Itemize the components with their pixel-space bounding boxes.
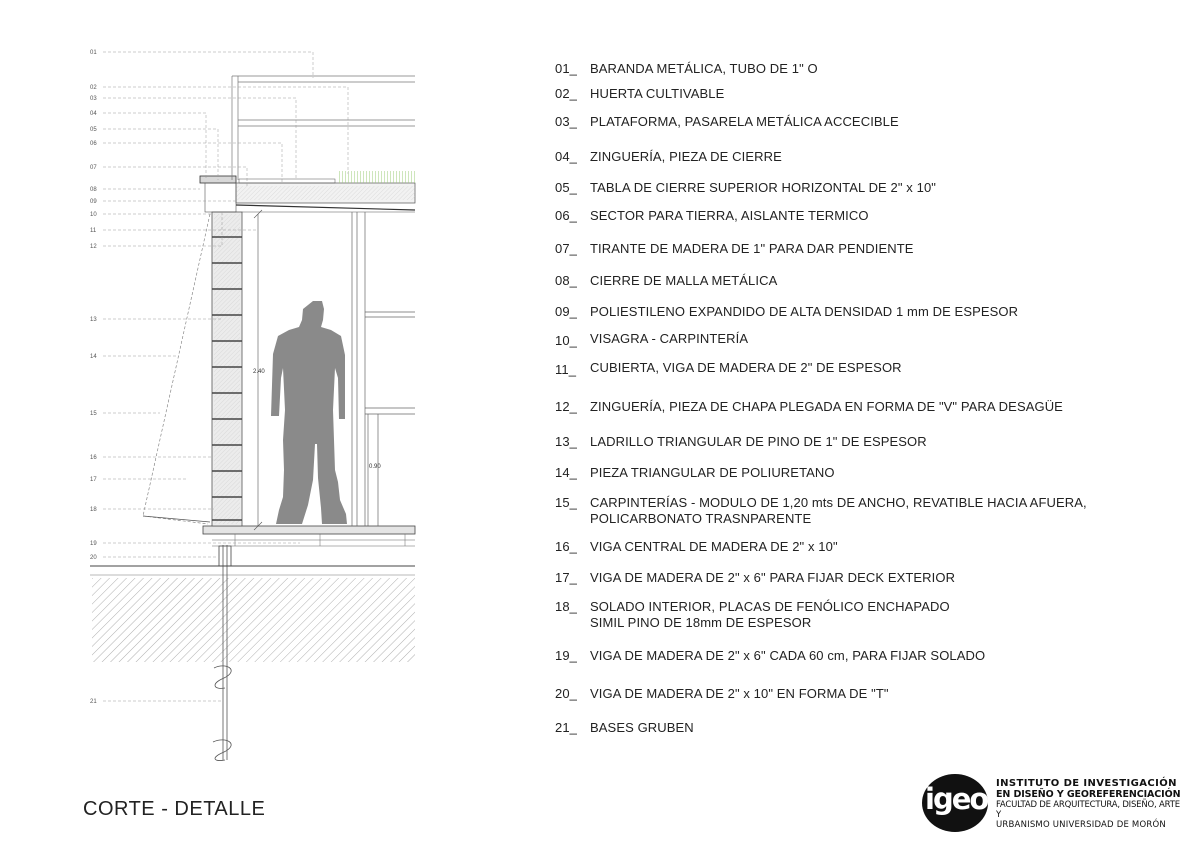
callout-11: 11 (90, 228, 97, 234)
legend-number: 06_ (555, 208, 577, 223)
legend-text: VIGA CENTRAL DE MADERA DE 2" x 10" (590, 539, 838, 554)
legend-text: VIGA DE MADERA DE 2" x 6" PARA FIJAR DECK EXTERIOR (590, 570, 956, 585)
dimension-label-height: 2.40 (253, 369, 265, 375)
legend-number: 17_ (555, 570, 577, 585)
legend-text: LADRILLO TRIANGULAR DE PINO DE 1" DE ESPESOR (590, 434, 927, 449)
legend-number: 11_ (555, 362, 577, 377)
legend-number: 18_ (555, 599, 577, 614)
legend-text: CARPINTERÍAS - MODULO DE 1,20 mts DE ANCHO, REVATIBLE HACIA AFUERA, (590, 495, 1087, 510)
callout-13: 13 (90, 317, 97, 323)
callout-06: 06 (90, 141, 97, 147)
legend-text: PIEZA TRIANGULAR DE POLIURETANO (590, 465, 835, 480)
legend-text: ZINGUERÍA, PIEZA DE CIERRE (590, 149, 782, 164)
legend-number: 16_ (555, 539, 577, 554)
callout-14: 14 (90, 354, 97, 360)
legend-number: 10_ (555, 333, 577, 348)
brick-wall (212, 212, 242, 526)
legend-number: 07_ (555, 241, 577, 256)
legend-number: 02_ (555, 86, 577, 101)
institution-block (996, 778, 1186, 830)
callout-03: 03 (90, 96, 97, 102)
callout-15: 15 (90, 411, 97, 417)
callout-08: 08 (90, 187, 97, 193)
page-title: CORTE - DETALLE (83, 798, 266, 820)
callout-12: 12 (90, 244, 97, 250)
institution-line-2: EN DISEÑO Y GEOREFERENCIACIÓN (996, 789, 1181, 800)
callout-20: 20 (90, 555, 97, 561)
legend-text: VIGA DE MADERA DE 2" x 6" CADA 60 cm, PARA FIJAR SOLADO (590, 648, 986, 663)
railing (232, 76, 415, 180)
callout-01: 01 (90, 50, 97, 56)
legend-text-line2: POLICARBONATO TRASNPARENTE (590, 511, 812, 526)
legend-text: BARANDA METÁLICA, TUBO DE 1" O (590, 61, 818, 76)
ground-section (90, 566, 415, 662)
callout-05: 05 (90, 127, 97, 133)
legend-number: 21_ (555, 720, 577, 735)
legend-number: 15_ (555, 495, 577, 510)
callout-10: 10 (90, 212, 97, 218)
callout-16: 16 (90, 455, 97, 461)
institution-line-4: URBANISMO UNIVERSIDAD DE MORÓN (996, 820, 1166, 830)
callout-09: 09 (90, 199, 97, 205)
callout-18: 18 (90, 507, 97, 513)
legend-text: BASES GRUBEN (590, 720, 694, 735)
legend-text: CIERRE DE MALLA METÁLICA (590, 273, 778, 288)
human-figure (271, 301, 347, 524)
callout-19: 19 (90, 541, 97, 547)
legend-number: 08_ (555, 273, 577, 288)
institution-line-3: FACULTAD DE ARQUITECTURA, DISEÑO, ARTE Y (996, 800, 1180, 820)
window-frames (352, 212, 415, 526)
legend-number: 09_ (555, 304, 577, 319)
callout-17: 17 (90, 477, 97, 483)
legend-number: 13_ (555, 434, 577, 449)
legend-text: VIGA DE MADERA DE 2" x 10" EN FORMA DE "T" (590, 686, 889, 701)
legend-number: 03_ (555, 114, 577, 129)
legend-text-line2: SIMIL PINO DE 18mm DE ESPESOR (590, 615, 812, 630)
callout-02: 02 (90, 85, 97, 91)
legend-number: 05_ (555, 180, 577, 195)
legend-text: ZINGUERÍA, PIEZA DE CHAPA PLEGADA EN FORMA DE "V" PARA DESAGÜE (590, 399, 1063, 414)
legend-text: SOLADO INTERIOR, PLACAS DE FENÓLICO ENCHAPADO (590, 599, 950, 614)
legend-text: POLIESTILENO EXPANDIDO DE ALTA DENSIDAD 1 mm DE ESPESOR (590, 304, 1019, 319)
section-drawing (0, 0, 430, 780)
legend-text: TABLA DE CIERRE SUPERIOR HORIZONTAL DE 2" x 10" (590, 180, 936, 195)
legend-number: 20_ (555, 686, 577, 701)
legend-number: 04_ (555, 149, 577, 164)
institution-line-1: INSTITUTO DE INVESTIGACIÓN (996, 778, 1177, 789)
callout-04: 04 (90, 111, 97, 117)
logo-mark: igeo (925, 782, 988, 816)
dimension-label-window: 0.90 (369, 464, 381, 470)
exterior-dashed-guides (143, 214, 210, 524)
callout-07: 07 (90, 165, 97, 171)
legend-number: 19_ (555, 648, 577, 663)
legend-number: 12_ (555, 399, 577, 414)
legend-text: CUBIERTA, VIGA DE MADERA DE 2" DE ESPESOR (590, 360, 902, 375)
legend-text: VISAGRA - CARPINTERÍA (590, 331, 749, 346)
legend-text: TIRANTE DE MADERA DE 1" PARA DAR PENDIENTE (590, 241, 914, 256)
legend-text: HUERTA CULTIVABLE (590, 86, 725, 101)
legend-text: PLATAFORMA, PASARELA METÁLICA ACCECIBLE (590, 114, 899, 129)
legend-number: 01_ (555, 61, 577, 76)
legend-number: 14_ (555, 465, 577, 480)
legend-text: SECTOR PARA TIERRA, AISLANTE TERMICO (590, 208, 869, 223)
callout-21: 21 (90, 699, 97, 705)
